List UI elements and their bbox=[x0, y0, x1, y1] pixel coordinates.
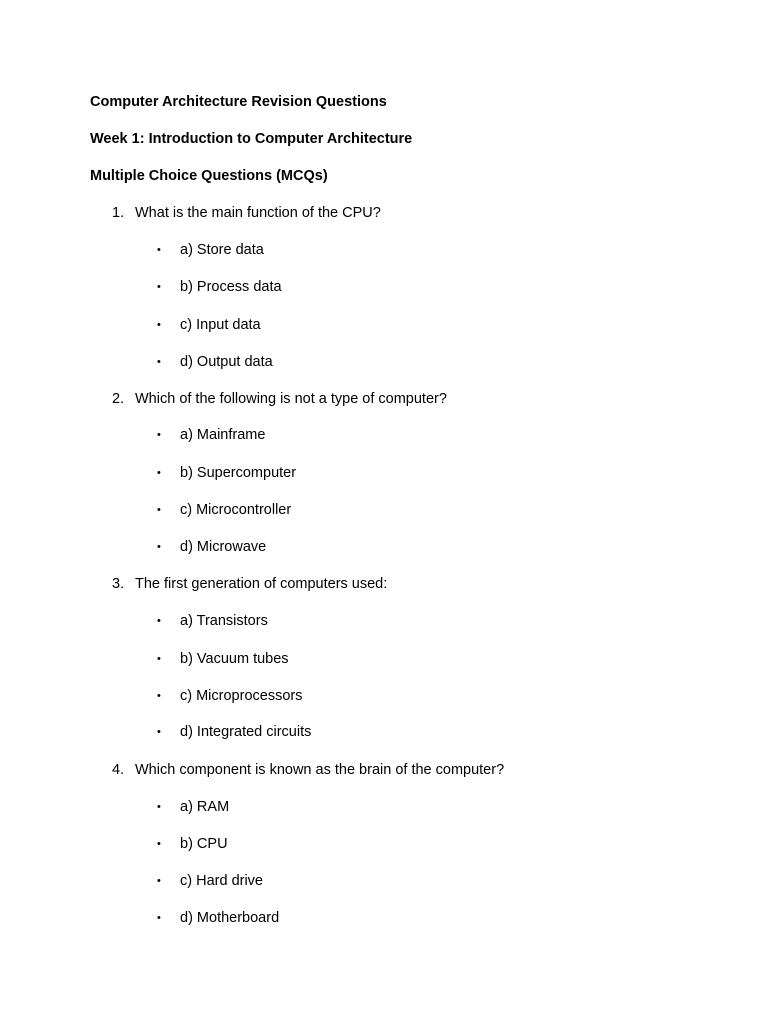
option-text: d) Microwave bbox=[180, 539, 267, 555]
option-item bbox=[157, 464, 296, 482]
option-item bbox=[157, 612, 268, 630]
option-text: d) Integrated circuits bbox=[180, 724, 312, 740]
bullet-icon: • bbox=[157, 319, 161, 331]
question-item bbox=[112, 204, 381, 222]
option-item bbox=[157, 501, 291, 519]
question-number: 4. bbox=[112, 762, 125, 778]
option-text: b) Process data bbox=[180, 279, 282, 295]
bullet-icon: • bbox=[157, 653, 161, 665]
option-text: d) Motherboard bbox=[180, 910, 280, 926]
question-number: 2. bbox=[112, 391, 125, 407]
option-item bbox=[157, 687, 302, 705]
question-item bbox=[112, 575, 387, 593]
bullet-icon: • bbox=[157, 281, 161, 293]
question-text: The first generation of computers used: bbox=[135, 576, 388, 592]
question-text: Which component is known as the brain of the computer? bbox=[135, 762, 505, 778]
bullet-icon: • bbox=[157, 356, 161, 368]
option-item bbox=[157, 241, 264, 259]
option-item bbox=[157, 835, 228, 853]
bullet-icon: • bbox=[157, 541, 161, 553]
option-item bbox=[157, 538, 266, 556]
bullet-icon: • bbox=[157, 912, 161, 924]
option-text: b) Supercomputer bbox=[180, 465, 297, 481]
option-item bbox=[157, 650, 289, 668]
bullet-icon: • bbox=[157, 244, 161, 256]
question-item bbox=[112, 761, 504, 779]
bullet-icon: • bbox=[157, 875, 161, 887]
option-item bbox=[157, 798, 229, 816]
option-text: d) Output data bbox=[180, 354, 273, 370]
option-text: c) Microcontroller bbox=[180, 502, 292, 518]
bullet-icon: • bbox=[157, 838, 161, 850]
option-text: a) Transistors bbox=[180, 613, 268, 629]
week-heading: Week 1: Introduction to Computer Architecture bbox=[90, 131, 413, 147]
question-number: 1. bbox=[112, 205, 125, 221]
bullet-icon: • bbox=[157, 801, 161, 813]
option-text: b) Vacuum tubes bbox=[180, 651, 289, 667]
question-text: What is the main function of the CPU? bbox=[135, 205, 381, 221]
option-text: a) Mainframe bbox=[180, 427, 266, 443]
option-item bbox=[157, 909, 279, 927]
option-text: b) CPU bbox=[180, 836, 228, 852]
option-text: a) Store data bbox=[180, 242, 264, 258]
bullet-icon: • bbox=[157, 615, 161, 627]
bullet-icon: • bbox=[157, 504, 161, 516]
question-text: Which of the following is not a type of computer? bbox=[135, 391, 447, 407]
bullet-icon: • bbox=[157, 429, 161, 441]
option-item bbox=[157, 278, 282, 296]
question-number: 3. bbox=[112, 576, 125, 592]
option-text: c) Input data bbox=[180, 317, 261, 333]
option-item bbox=[157, 723, 311, 741]
option-item bbox=[157, 426, 265, 444]
bullet-icon: • bbox=[157, 690, 161, 702]
option-text: c) Microprocessors bbox=[180, 688, 303, 704]
document-title: Computer Architecture Revision Questions bbox=[90, 94, 387, 110]
question-item bbox=[112, 390, 447, 408]
option-text: c) Hard drive bbox=[180, 873, 263, 889]
option-text: a) RAM bbox=[180, 799, 230, 815]
option-item bbox=[157, 353, 273, 371]
option-item bbox=[157, 872, 263, 890]
section-heading: Multiple Choice Questions (MCQs) bbox=[90, 168, 328, 184]
bullet-icon: • bbox=[157, 467, 161, 479]
bullet-icon: • bbox=[157, 726, 161, 738]
option-item bbox=[157, 316, 261, 334]
